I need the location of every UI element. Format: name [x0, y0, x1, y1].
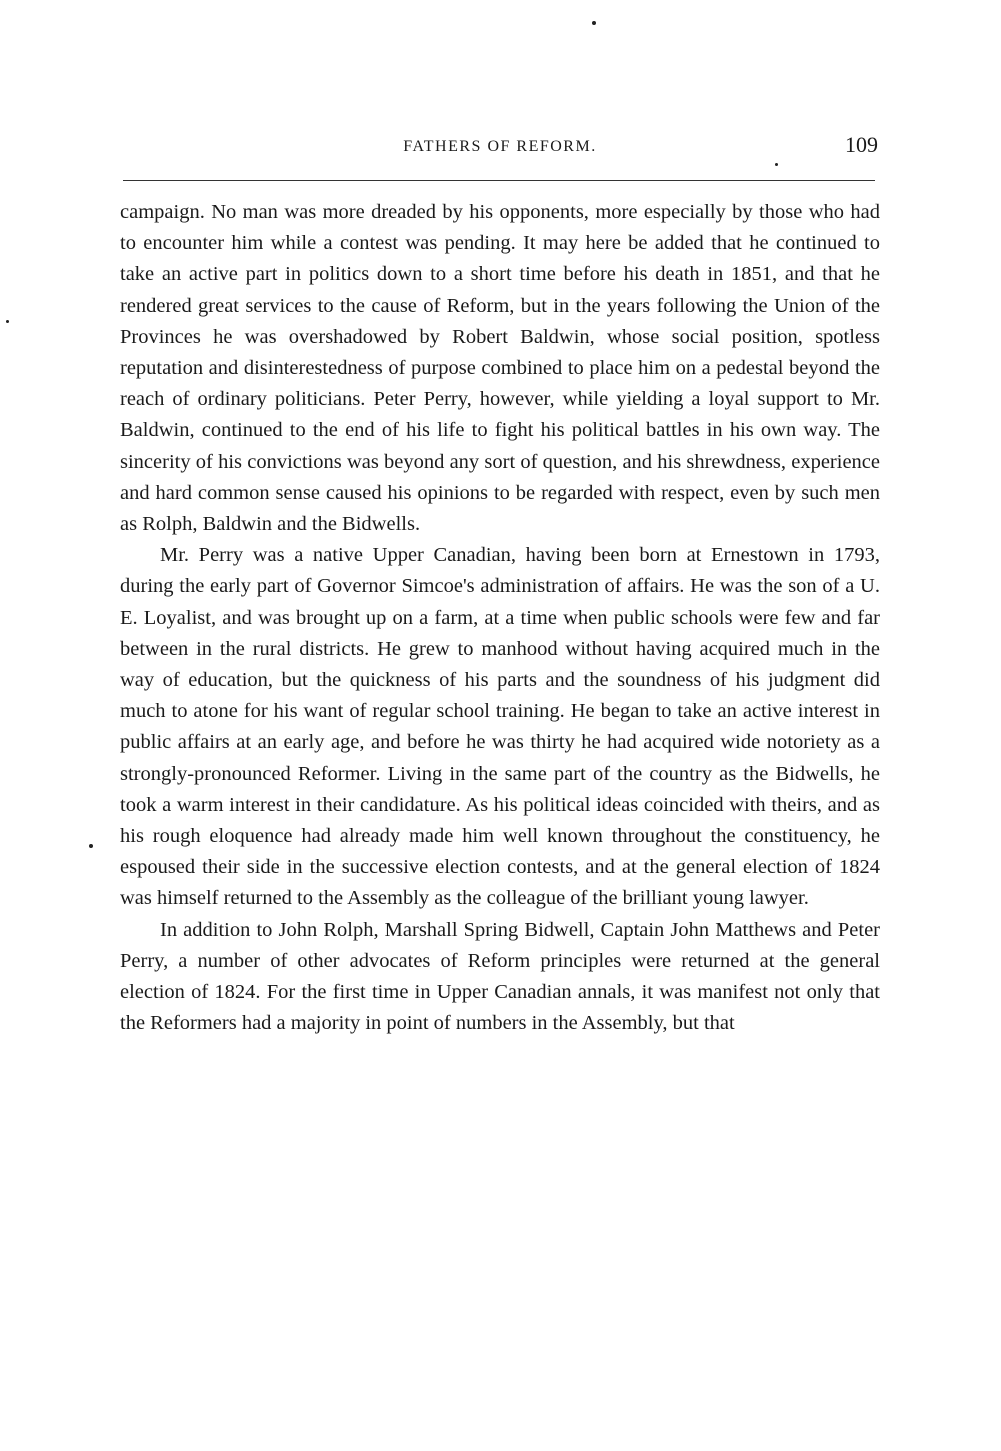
running-head — [120, 132, 880, 162]
print-speck — [592, 21, 596, 25]
print-speck — [6, 320, 9, 323]
print-speck — [89, 844, 93, 848]
page-number: 109 — [845, 132, 878, 157]
print-speck — [775, 163, 778, 166]
running-title: FATHERS OF REFORM. — [403, 138, 597, 155]
paragraph-1: campaign. No man was more dreaded by his opponents, more especially by those who had to encounter him while a contest was pending. It may here be added that he continued to take an active part in politics down to a short time before his death in 1851, and that he rendered great services to the cause of Reform, but in the years following the Union of the Provinces he was overshadowed by Robert Baldwin, whose social position, spotless reputation and disinterestedness of purpose combined to place him on a pedestal beyond the reach of ordinary politicians. Peter Perry, however, while yielding a loyal support to Mr. Baldwin, continued to the end of his life to fight his political battles in his own way. The sincerity of his convictions was beyond any sort of question, and his shrewdness, experience and hard common sense caused his opinions to be regarded with respect, even by such men as Rolph, Baldwin and the Bidwells. — [120, 201, 880, 536]
header-rule — [123, 180, 875, 181]
paragraph-3: In addition to John Rolph, Marshall Spring Bidwell, Captain John Matthews and Peter Perry, a number of other advocates of Reform principles were returned at the general election of 1824. For the first time in Upper Canadian annals, it was manifest not only that the Reformers had a majority in point of numbers in the Assembly, but that — [120, 918, 880, 1035]
paragraph-2: Mr. Perry was a native Upper Canadian, having been born at Ernestown in 1793, during the early part of Governor Simcoe's administration of affairs. He was the son of a U. E. Loyalist, and was brought up on a farm, at a time when public schools were few and far between in the rural districts. He grew to manhood without having acquired much in the way of education, but the quickness of his parts and the soundness of his judgment did much to atone for his want of regular school training. He began to take an active interest in public affairs at an early age, and before he was thirty he had acquired wide notoriety as a strongly-pronounced Reformer. Living in the same part of the country as the Bidwells, he took a warm interest in their candidature. As his political ideas coincided with theirs, and as his rough eloquence had already made him well known throughout the constituency, he espoused their side in the successive election contests, and at the general election of 1824 was himself returned to the Assembly as the colleague of the brilliant young lawyer. — [120, 544, 880, 910]
body-text — [120, 197, 880, 1039]
